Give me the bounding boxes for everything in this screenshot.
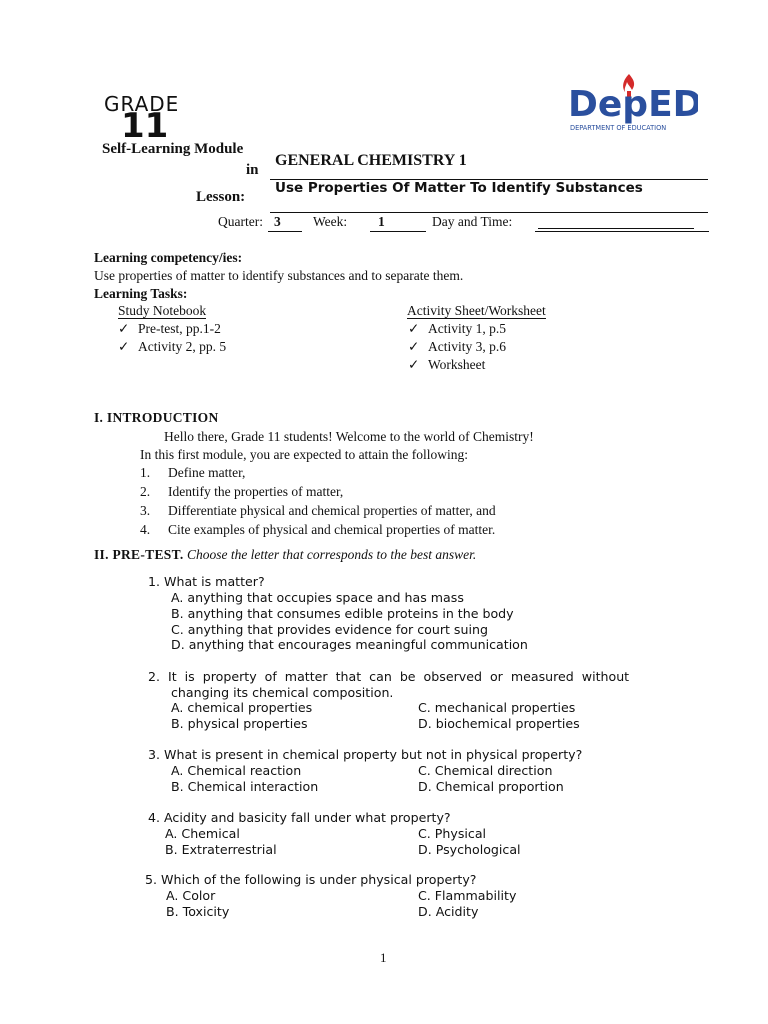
q4-option-c: C. Physical bbox=[418, 826, 487, 841]
study-notebook-item bbox=[118, 321, 221, 337]
q1-option-a: A. anything that occupies space and has mass bbox=[171, 590, 464, 605]
task-item-label: Worksheet bbox=[428, 357, 486, 372]
q5-option-b: B. Toxicity bbox=[166, 904, 230, 919]
competency-text: Use properties of matter to identify substances and to separate them. bbox=[94, 268, 464, 283]
objective-item bbox=[140, 465, 245, 481]
grade-word: GRADE bbox=[104, 92, 180, 116]
lesson-underline bbox=[270, 212, 708, 213]
q4-option-d: D. Psychological bbox=[418, 842, 521, 857]
lesson-label: Lesson: bbox=[196, 189, 246, 205]
question-1: 1. What is matter? bbox=[148, 574, 265, 589]
objective-number: 2. bbox=[140, 484, 151, 499]
check-icon: ✓ bbox=[408, 339, 420, 354]
tasks-heading: Learning Tasks: bbox=[94, 286, 188, 301]
check-icon: ✓ bbox=[118, 339, 130, 354]
competency-heading: Learning competency/ies: bbox=[94, 250, 243, 265]
q3-option-d: D. Chemical proportion bbox=[418, 779, 564, 794]
q2-option-a: A. chemical properties bbox=[171, 700, 313, 715]
q4-option-b: B. Extraterrestrial bbox=[165, 842, 277, 857]
check-icon: ✓ bbox=[118, 321, 130, 336]
q2-option-c: C. mechanical properties bbox=[418, 700, 576, 715]
week-value: 1 bbox=[378, 214, 385, 229]
activity-sheet-item bbox=[408, 339, 506, 355]
activity-sheet-item bbox=[408, 357, 485, 373]
task-item-label: Activity 3, p.6 bbox=[428, 339, 506, 354]
question-2-line-1: 2. It is property of matter that can be observed or measured without bbox=[148, 669, 630, 684]
activity-sheet-heading: Activity Sheet/Worksheet bbox=[407, 303, 546, 318]
study-notebook-heading: Study Notebook bbox=[118, 303, 207, 318]
task-item-label: Activity 1, p.5 bbox=[428, 321, 506, 336]
day-time-label: Day and Time: bbox=[432, 214, 513, 229]
objective-number: 4. bbox=[140, 522, 151, 537]
module-in-label: in bbox=[246, 162, 259, 178]
objective-text: Cite examples of physical and chemical properties of matter. bbox=[168, 522, 496, 537]
q4-option-a: A. Chemical bbox=[165, 826, 240, 841]
q1-option-d: D. anything that encourages meaningful communication bbox=[171, 637, 528, 652]
pretest-instruction: Choose the letter that corresponds to the best answer. bbox=[186, 547, 477, 562]
check-icon: ✓ bbox=[408, 357, 420, 372]
pretest-heading-row bbox=[94, 547, 476, 563]
q3-option-b: B. Chemical interaction bbox=[171, 779, 319, 794]
objective-item bbox=[140, 484, 343, 500]
quarter-label: Quarter: bbox=[218, 214, 263, 229]
day-time-inner-underline bbox=[538, 228, 694, 229]
q3-option-a: A. Chemical reaction bbox=[171, 763, 302, 778]
objective-item bbox=[140, 522, 495, 538]
deped-logo bbox=[568, 72, 698, 134]
activity-sheet-item bbox=[408, 321, 506, 337]
week-underline bbox=[370, 231, 426, 232]
objective-text: Identify the properties of matter, bbox=[168, 484, 344, 499]
q1-option-c: C. anything that provides evidence for court suing bbox=[171, 622, 488, 637]
page-number: 1 bbox=[380, 950, 387, 965]
objective-item bbox=[140, 503, 496, 519]
question-3: 3. What is present in chemical property but not in physical property? bbox=[148, 747, 583, 762]
q3-option-c: C. Chemical direction bbox=[418, 763, 553, 778]
day-time-underline bbox=[535, 231, 709, 232]
module-label: Self-Learning Module bbox=[102, 141, 244, 157]
deped-logo-svg bbox=[568, 72, 698, 134]
objective-text: Differentiate physical and chemical properties of matter, and bbox=[168, 503, 496, 518]
objective-text: Define matter, bbox=[168, 465, 246, 480]
week-label: Week: bbox=[313, 214, 348, 229]
objective-number: 3. bbox=[140, 503, 151, 518]
q5-option-d: D. Acidity bbox=[418, 904, 479, 919]
study-notebook-item bbox=[118, 339, 226, 355]
q2-option-d: D. biochemical properties bbox=[418, 716, 580, 731]
objective-number: 1. bbox=[140, 465, 151, 480]
logo-letters: DepED bbox=[568, 84, 698, 125]
check-icon: ✓ bbox=[408, 321, 420, 336]
question-2-line-2: changing its chemical composition. bbox=[171, 685, 394, 700]
grade-number: 11 bbox=[121, 106, 169, 146]
task-item-label: Activity 2, pp. 5 bbox=[138, 339, 227, 354]
pretest-heading: II. PRE-TEST. bbox=[94, 547, 184, 562]
subject-title: GENERAL CHEMISTRY 1 bbox=[275, 152, 467, 169]
quarter-value: 3 bbox=[274, 214, 281, 229]
q5-option-a: A. Color bbox=[166, 888, 216, 903]
q2-option-b: B. physical properties bbox=[171, 716, 308, 731]
q1-option-b: B. anything that consumes edible proteins in the body bbox=[171, 606, 514, 621]
lesson-title: Use Properties Of Matter To Identify Substances bbox=[275, 180, 643, 196]
introduction-heading: I. INTRODUCTION bbox=[94, 410, 219, 425]
question-5: 5. Which of the following is under physical property? bbox=[145, 872, 477, 887]
intro-greeting: Hello there, Grade 11 students! Welcome to the world of Chemistry! bbox=[164, 429, 534, 444]
intro-expectation: In this first module, you are expected to attain the following: bbox=[140, 447, 469, 462]
q5-option-c: C. Flammability bbox=[418, 888, 517, 903]
logo-subtext: DEPARTMENT OF EDUCATION bbox=[570, 124, 667, 132]
question-4: 4. Acidity and basicity fall under what property? bbox=[148, 810, 451, 825]
task-item-label: Pre-test, pp.1-2 bbox=[138, 321, 221, 336]
quarter-underline bbox=[268, 231, 302, 232]
